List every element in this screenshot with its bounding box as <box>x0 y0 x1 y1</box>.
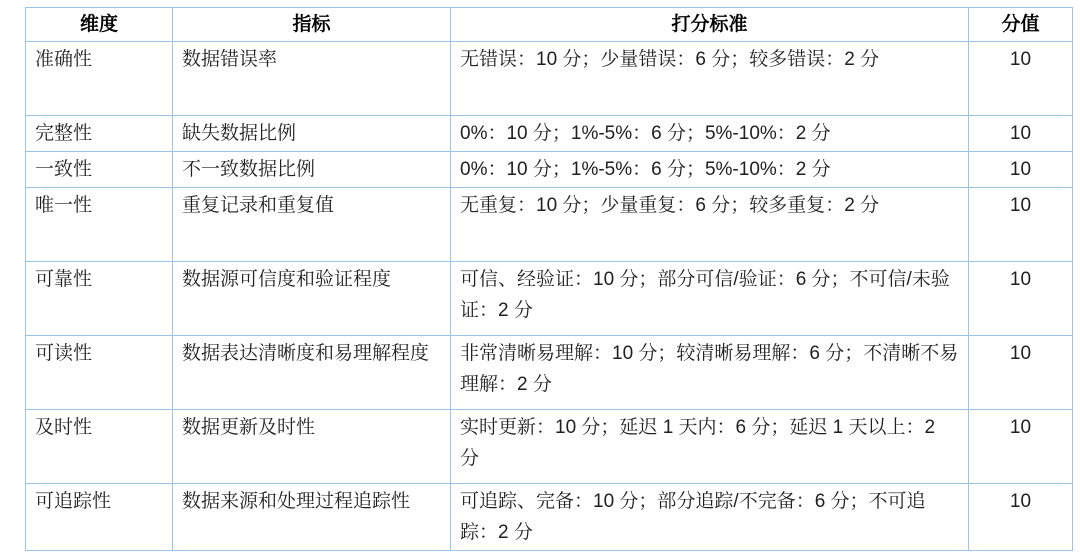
table-header <box>26 8 1073 42</box>
cell-indicator: 数据来源和处理过程追踪性 <box>173 484 451 551</box>
table-row <box>26 116 1073 152</box>
cell-criteria: 无错误：10 分；少量错误：6 分；较多错误：2 分 <box>451 42 969 116</box>
cell-indicator: 数据错误率 <box>173 42 451 116</box>
cell-score: 10 <box>969 188 1073 262</box>
cell-indicator: 数据表达清晰度和易理解程度 <box>173 336 451 410</box>
header-row <box>26 8 1073 42</box>
table-row <box>26 410 1073 484</box>
cell-indicator: 缺失数据比例 <box>173 116 451 152</box>
cell-dimension: 可读性 <box>26 336 173 410</box>
cell-indicator: 数据源可信度和验证程度 <box>173 262 451 336</box>
table-row <box>26 152 1073 188</box>
cell-dimension: 唯一性 <box>26 188 173 262</box>
cell-dimension: 可追踪性 <box>26 484 173 551</box>
cell-score: 10 <box>969 484 1073 551</box>
cell-indicator: 不一致数据比例 <box>173 152 451 188</box>
cell-criteria: 可追踪、完备：10 分；部分追踪/不完备：6 分；不可追踪：2 分 <box>451 484 969 551</box>
table-row <box>26 484 1073 551</box>
cell-criteria: 实时更新：10 分；延迟 1 天内：6 分；延迟 1 天以上：2 分 <box>451 410 969 484</box>
column-header-indicator: 指标 <box>173 8 451 42</box>
cell-score: 10 <box>969 336 1073 410</box>
cell-criteria: 可信、经验证：10 分；部分可信/验证：6 分；不可信/未验证：2 分 <box>451 262 969 336</box>
cell-indicator: 重复记录和重复值 <box>173 188 451 262</box>
cell-score: 10 <box>969 152 1073 188</box>
cell-criteria: 非常清晰易理解：10 分；较清晰易理解：6 分；不清晰不易理解：2 分 <box>451 336 969 410</box>
table-row <box>26 188 1073 262</box>
cell-score: 10 <box>969 42 1073 116</box>
column-header-score: 分值 <box>969 8 1073 42</box>
column-header-dimension: 维度 <box>26 8 173 42</box>
table-row <box>26 262 1073 336</box>
cell-dimension: 完整性 <box>26 116 173 152</box>
cell-dimension: 可靠性 <box>26 262 173 336</box>
table-row <box>26 336 1073 410</box>
cell-dimension: 准确性 <box>26 42 173 116</box>
cell-score: 10 <box>969 262 1073 336</box>
cell-criteria: 无重复：10 分；少量重复：6 分；较多重复：2 分 <box>451 188 969 262</box>
cell-indicator: 数据更新及时性 <box>173 410 451 484</box>
column-header-criteria: 打分标准 <box>451 8 969 42</box>
scoring-table <box>25 7 1073 551</box>
cell-score: 10 <box>969 116 1073 152</box>
cell-dimension: 一致性 <box>26 152 173 188</box>
cell-criteria: 0%：10 分；1%-5%：6 分；5%-10%：2 分 <box>451 152 969 188</box>
table-row <box>26 42 1073 116</box>
cell-criteria: 0%：10 分；1%-5%：6 分；5%-10%：2 分 <box>451 116 969 152</box>
cell-score: 10 <box>969 410 1073 484</box>
table-body <box>26 42 1073 551</box>
cell-dimension: 及时性 <box>26 410 173 484</box>
